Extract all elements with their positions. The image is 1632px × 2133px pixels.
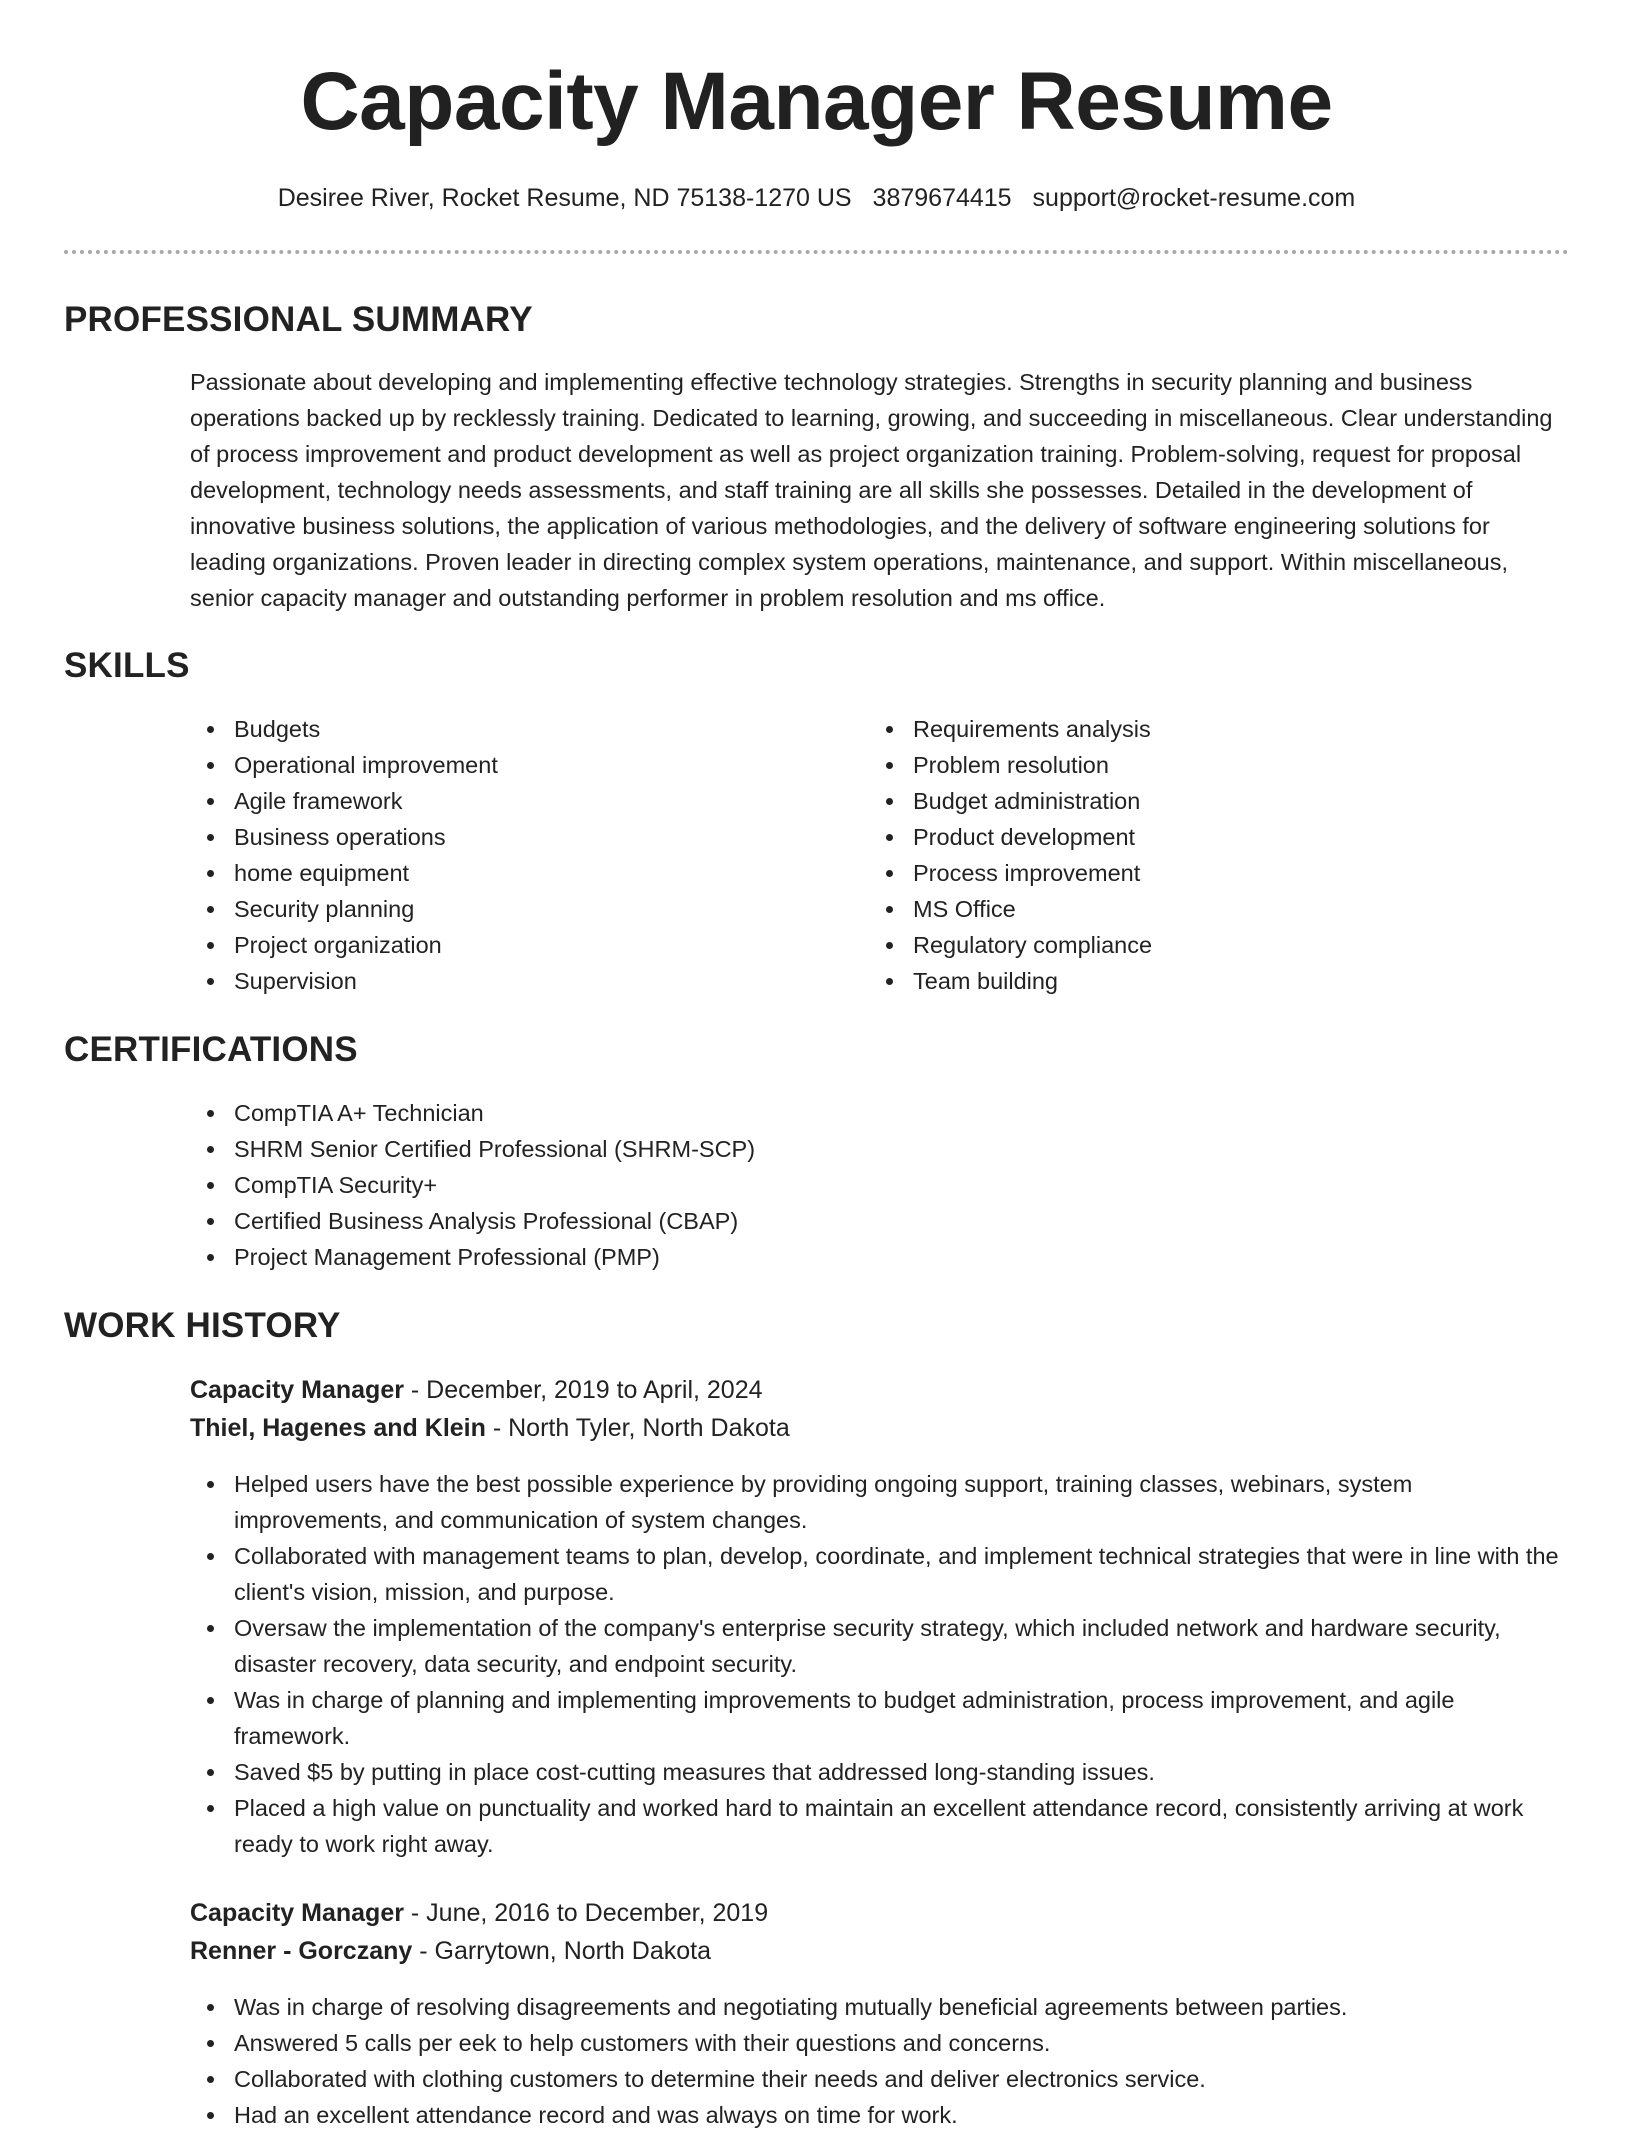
contact-phone: 3879674415 xyxy=(872,184,1012,212)
skill-item: Problem resolution xyxy=(869,747,1529,783)
job-duty-item: Was in charge of resolving disagreements and negotiating mutually beneficial agreements between parties. xyxy=(190,1989,1570,2025)
skill-item: Team building xyxy=(869,963,1529,999)
job-duty-item: Saved $5 by putting in place cost-cutting measures that addressed long-standing issues. xyxy=(190,1754,1570,1790)
skill-item: Budget administration xyxy=(869,783,1529,819)
job-company: Thiel, Hagenes and Klein xyxy=(190,1414,486,1442)
job-dates: - December, 2019 to April, 2024 xyxy=(403,1376,763,1404)
contact-address: Desiree River, Rocket Resume, ND 75138-1270 US xyxy=(277,184,852,212)
skills-heading: SKILLS xyxy=(64,646,190,685)
job-duty-item: Collaborated with management teams to plan, develop, coordinate, and implement technical strategies that were in line with the client's vision, mission, and purpose. xyxy=(190,1538,1570,1610)
job-duty-item: Answered 5 calls per eek to help customers with their questions and concerns. xyxy=(190,2025,1570,2061)
skills-right-column xyxy=(869,711,1529,999)
skill-item: MS Office xyxy=(869,891,1529,927)
job-duty-item: Placed a high value on punctuality and worked hard to maintain an excellent attendance record, consistently arriving at work ready to work right away. xyxy=(190,1790,1570,1862)
skill-item: Requirements analysis xyxy=(869,711,1529,747)
skill-item: Operational improvement xyxy=(190,747,850,783)
certification-item: Certified Business Analysis Professional (CBAP) xyxy=(190,1203,1490,1239)
certification-item: Project Management Professional (PMP) xyxy=(190,1239,1490,1275)
skill-item: home equipment xyxy=(190,855,850,891)
skill-item: Regulatory compliance xyxy=(869,927,1529,963)
job-duty-item: Collaborated with clothing customers to determine their needs and deliver electronics service. xyxy=(190,2061,1570,2097)
job-duties-wrap xyxy=(190,1989,1570,2133)
job-company: Renner - Gorczany xyxy=(190,1937,413,1965)
summary-text: Passionate about developing and implementing effective technology strategies. Strengths in security planning and business operations backed up by recklessly training. Dedicated to learning, growing, and succeeding in miscellaneous. Clear understanding of process improvement and product development as well as project organization training. Problem-solving, request for proposal development, technology needs assessments, and staff training are all skills she possesses. Detailed in the development of innovative business solutions, the application of various methodologies, and the delivery of software engineering solutions for leading organizations. Proven leader in directing complex system operations, maintenance, and support. Within miscellaneous, senior capacity manager and outstanding performer in problem resolution and ms office. xyxy=(190,369,1553,611)
job-duties-list xyxy=(190,1466,1570,1862)
skill-item: Process improvement xyxy=(869,855,1529,891)
resume-title: Capacity Manager Resume xyxy=(300,56,1333,147)
job-duties-list xyxy=(190,1989,1570,2133)
job-duties-wrap xyxy=(190,1466,1570,1862)
contact-line xyxy=(64,180,1569,216)
header-divider xyxy=(64,250,1569,254)
job-duty-item: Helped users have the best possible experience by providing ongoing support, training classes, webinars, system improvements, and communication of system changes. xyxy=(190,1466,1570,1538)
skill-item: Supervision xyxy=(190,963,850,999)
skill-item: Business operations xyxy=(190,819,850,855)
job-location: - North Tyler, North Dakota xyxy=(485,1414,790,1442)
job-title: Capacity Manager xyxy=(190,1376,404,1404)
certifications-list xyxy=(190,1095,1490,1275)
contact-email: support@rocket-resume.com xyxy=(1032,184,1356,212)
work-history-heading: WORK HISTORY xyxy=(64,1306,341,1345)
job-title: Capacity Manager xyxy=(190,1899,404,1927)
skill-item: Product development xyxy=(869,819,1529,855)
job-location: - Garrytown, North Dakota xyxy=(412,1937,711,1965)
skills-left-list xyxy=(190,711,850,999)
job-title-line xyxy=(190,1371,763,1409)
job-company-line xyxy=(190,1932,711,1970)
job-duty-item: Oversaw the implementation of the company's enterprise security strategy, which included network and hardware security, disaster recovery, data security, and endpoint security. xyxy=(190,1610,1570,1682)
job-duty-item: Was in charge of planning and implementing improvements to budget administration, process improvement, and agile framework. xyxy=(190,1682,1570,1754)
skill-item: Budgets xyxy=(190,711,850,747)
job-title-line xyxy=(190,1894,768,1932)
skill-item: Project organization xyxy=(190,927,850,963)
certifications-heading: CERTIFICATIONS xyxy=(64,1030,358,1069)
summary-heading: PROFESSIONAL SUMMARY xyxy=(64,300,533,339)
skill-item: Security planning xyxy=(190,891,850,927)
skill-item: Agile framework xyxy=(190,783,850,819)
certification-item: SHRM Senior Certified Professional (SHRM-SCP) xyxy=(190,1131,1490,1167)
certification-item: CompTIA Security+ xyxy=(190,1167,1490,1203)
job-dates: - June, 2016 to December, 2019 xyxy=(403,1899,769,1927)
skills-left-column xyxy=(190,711,850,999)
job-duty-item: Had an excellent attendance record and was always on time for work. xyxy=(190,2097,1570,2133)
skills-right-list xyxy=(869,711,1529,999)
job-company-line xyxy=(190,1409,790,1447)
certification-item: CompTIA A+ Technician xyxy=(190,1095,1490,1131)
certifications-list-wrap xyxy=(190,1095,1490,1275)
